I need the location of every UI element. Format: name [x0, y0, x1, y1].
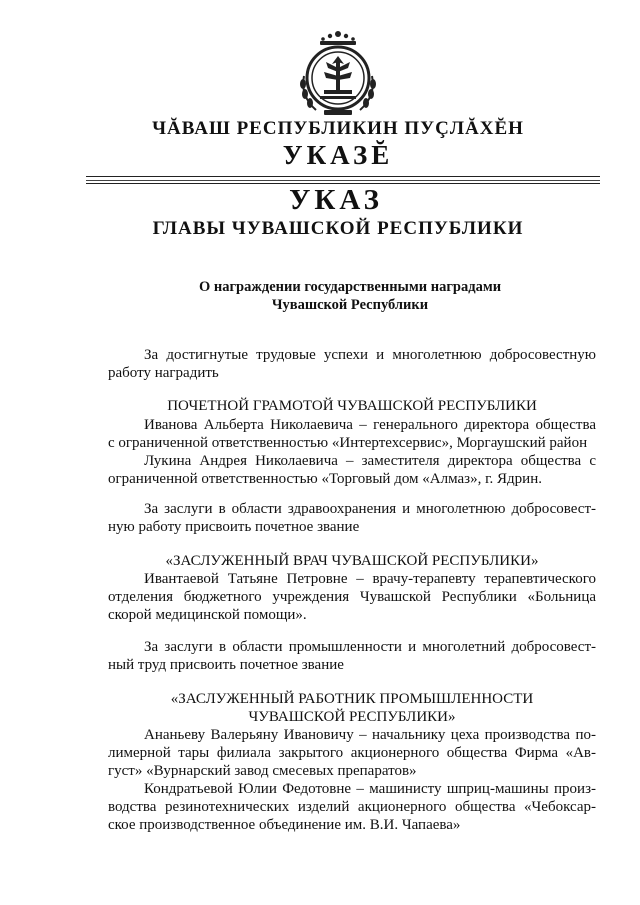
russian-decree-title: УКАЗ — [289, 184, 383, 216]
section-intro — [108, 638, 596, 674]
header-divider — [86, 180, 600, 181]
text-line: скорой медицинской помощи». — [108, 607, 307, 623]
decree-subject — [150, 278, 550, 314]
text-line: За заслуги в области промышленности и многолетний добросовест- — [144, 639, 596, 655]
text-line: водства резинотехнических изделий акционерного общества «Чебоксар- — [108, 799, 596, 815]
text-line: Иванова Альберта Николаевича – генерального директора общества — [144, 417, 596, 433]
award-title — [108, 552, 596, 570]
text-line: Ананьеву Валерьяну Ивановичу – начальнику цеха производства по- — [144, 727, 596, 743]
text-line: ограниченной ответственностью «Торговый дом «Алмаз», г. Ядрин. — [108, 471, 542, 487]
text-line: За заслуги в области здравоохранения и многолетнюю добросовест- — [144, 501, 596, 517]
text-line: густ» «Вурнарский завод смесевых препаратов» — [108, 763, 417, 779]
subject-line: Чувашской Республики — [271, 297, 429, 313]
text-line: работу наградить — [108, 365, 219, 381]
award-line: ПОЧЕТНОЙ ГРАМОТОЙ ЧУВАШСКОЙ РЕСПУБЛИКИ — [167, 398, 537, 414]
text-line: ный труд присвоить почетное звание — [108, 657, 344, 673]
text-line: За достигнутые трудовые успехи и многолетнюю добросовестную — [144, 347, 596, 363]
award-entry — [108, 416, 596, 452]
chuvash-coat-of-arms-icon — [294, 26, 382, 118]
section-intro — [108, 346, 596, 382]
text-line: ское производственное объединение им. В.И. Чапаева» — [108, 817, 461, 833]
russian-decree-subtitle: ГЛАВЫ ЧУВАШСКОЙ РЕСПУБЛИКИ — [152, 218, 524, 239]
text-line: Лукина Андрея Николаевича – заместителя директора общества с — [144, 453, 596, 469]
text-line: Кондратьевой Юлии Федотовне – машинисту шприц-машины произ- — [144, 781, 596, 797]
award-entry — [108, 452, 596, 488]
award-line: «ЗАСЛУЖЕННЫЙ ВРАЧ ЧУВАШСКОЙ РЕСПУБЛИКИ» — [165, 553, 539, 569]
award-line: ЧУВАШСКОЙ РЕСПУБЛИКИ» — [248, 709, 456, 725]
text-line: Ивантаевой Татьяне Петровне – врачу-терапевту терапевтического — [144, 571, 596, 587]
award-entry — [108, 570, 596, 624]
award-line: «ЗАСЛУЖЕННЫЙ РАБОТНИК ПРОМЫШЛЕННОСТИ — [170, 691, 534, 707]
text-line: отделения бюджетного учреждения Чувашской Республики «Больница — [108, 589, 596, 605]
chuvash-header-line: ЧĂВАШ РЕСПУБЛИКИН ПУÇЛĂХĔН — [152, 118, 524, 139]
award-entry — [108, 726, 596, 780]
text-line: с ограниченной ответственностью «Интертехсервис», Моргаушский район — [108, 435, 588, 451]
award-title — [108, 397, 596, 415]
subject-line: О награждении государственными наградами — [198, 279, 502, 295]
award-title — [108, 690, 596, 726]
header-divider — [86, 176, 600, 177]
text-line: ную работу присвоить почетное звание — [108, 519, 360, 535]
section-intro — [108, 500, 596, 536]
chuvash-decree-title: УКАЗĔ — [282, 140, 394, 170]
text-line: лимерной тары филиала закрытого акционерного общества Фирма «Ав- — [108, 745, 596, 761]
award-entry — [108, 780, 596, 834]
